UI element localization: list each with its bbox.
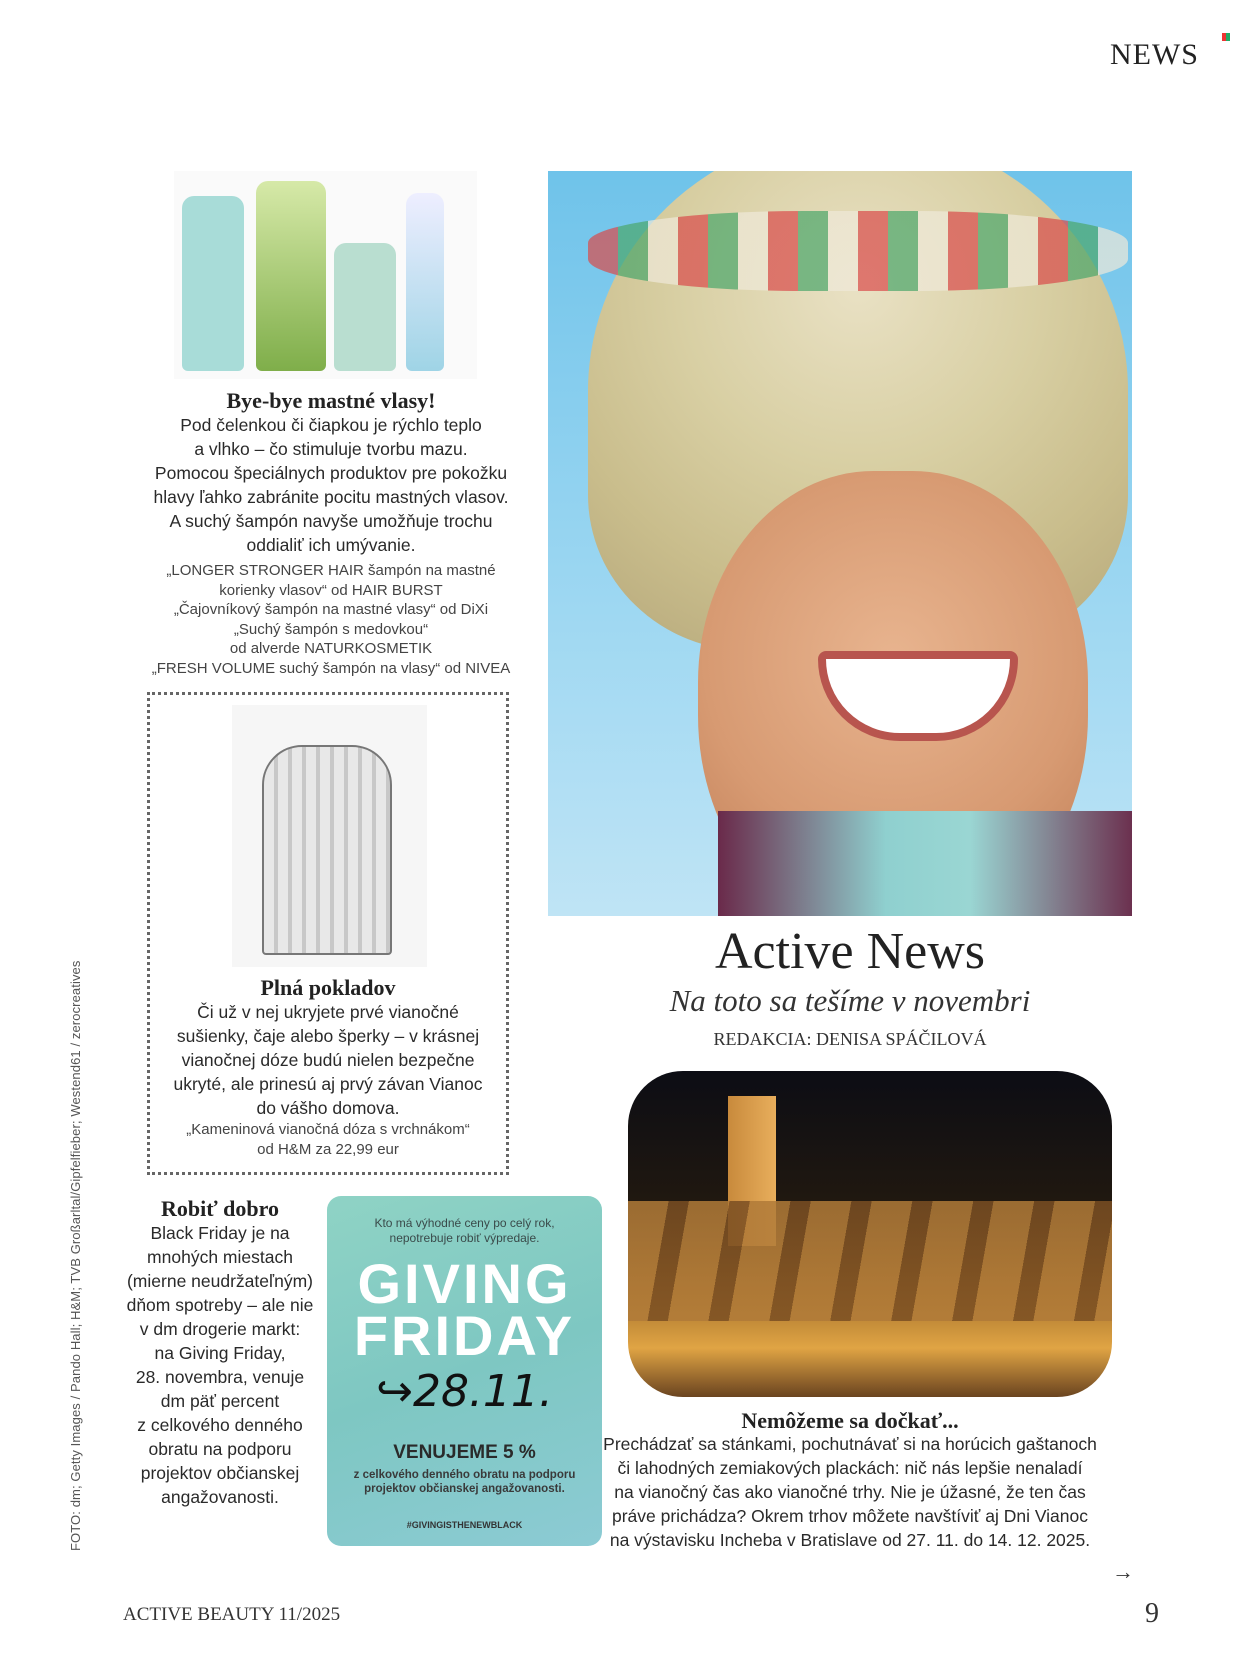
woman-winter-hat-photo [548, 171, 1132, 916]
product-line: „Kameninová vianočná dóza s vrchnákom“ [186, 1121, 470, 1138]
text-line: (mierne neudržateľným) [126, 1271, 313, 1291]
ad-headline: VENUJEME 5 % [393, 1442, 536, 1463]
ad-title-line: FRIDAY [353, 1304, 576, 1367]
product-line: „Čajovníkový šampón na mastné vlasy“ od DiXi [173, 601, 489, 618]
product-line: korienky vlasov“ od HAIR BURST [219, 581, 443, 599]
text-line: Pomocou špeciálnych produktov pre pokožku [154, 463, 508, 483]
text-line: do vášho domova. [256, 1098, 400, 1118]
masthead-subtitle: Na toto sa tešíme v novembri [669, 983, 1031, 1018]
good-body [110, 1221, 330, 1509]
text-line: na výstavisku Incheba v Bratislave od 27. 11. do 14. 12. 2025. [609, 1530, 1091, 1550]
byline: REDAKCIA: DENISA SPÁČILOVÁ [713, 1029, 987, 1049]
text-line: na vianočný čas ako vianočné trhy. Nie je úžasné, že ten čas [614, 1482, 1086, 1502]
good-heading: Robiť dobro [160, 1196, 280, 1221]
giving-friday-ad [327, 1196, 602, 1546]
photo-credit: FOTO: dm; Getty Images / Pando Hall; H&M; TVB Großarltal/Gipfelfieber; Westend61 / zerocreatives [68, 960, 83, 1551]
product-line: „LONGER STRONGER HAIR šampón na mastné [166, 562, 496, 579]
text-line: A suchý šampón navyše umožňuje trochu [169, 511, 493, 531]
product-line: od alverde NATURKOSMETIK [229, 640, 433, 657]
ad-subtext: z celkového denného obratu na podporu [353, 1469, 576, 1481]
text-line: dňom spotreby – ale nie [126, 1295, 314, 1315]
market-heading: Nemôžeme sa dočkať... [741, 1408, 959, 1433]
text-line: 28. novembra, venuje [135, 1367, 305, 1387]
text-line: vianočnej dóze budú nielen bezpečne [181, 1050, 475, 1070]
text-line: sušienky, čaje alebo šperky – v krásnej [176, 1026, 480, 1046]
text-line: projektov občianskej [140, 1463, 300, 1483]
text-line: Prechádzať sa stánkami, pochutnávať si na horúcich gaštanoch [603, 1434, 1097, 1454]
masthead-title: Active News [714, 923, 986, 980]
treasure-heading: Plná pokladov [260, 975, 396, 1000]
text-line: Či už v nej ukryjete prvé vianočné [197, 1002, 459, 1022]
text-line: Pod čelenkou či čiapkou je rýchlo teplo [180, 415, 482, 435]
footer-magazine: ACTIVE BEAUTY 11/2025 [123, 1604, 341, 1625]
continue-arrow-icon: → [1112, 1559, 1134, 1584]
ad-title-line: GIVING [357, 1252, 572, 1315]
hair-heading: Bye-bye mastné vlasy! [226, 388, 436, 413]
text-line: hlavy ľahko zabránite pocitu mastných vlasov. [153, 487, 509, 507]
product-line: „FRESH VOLUME suchý šampón na vlasy“ od NIVEA [151, 659, 511, 677]
text-line: obratu na podporu [148, 1439, 292, 1459]
text-line: mnohých miestach [147, 1247, 293, 1267]
product-line: od H&M za 22,99 eur [257, 1140, 399, 1158]
ad-subtext: projektov občianskej angažovanosti. [364, 1483, 565, 1495]
hair-products-list [130, 561, 532, 678]
text-line: ukryté, ale prinesú aj prvý závan Vianoc [173, 1074, 483, 1094]
hair-body [130, 413, 532, 557]
text-line: v dm drogerie markt: [139, 1319, 301, 1339]
text-line: práve prichádza? Okrem trhov môžete navštíviť aj Dni Vianoc [611, 1506, 1089, 1526]
text-line: oddialiť ich umývanie. [246, 535, 416, 555]
market-body [590, 1432, 1110, 1552]
ad-tagline: nepotrebuje robiť výpredaje. [389, 1231, 540, 1245]
text-line: či lahodných zemiakových plackách: nič nás lepšie nenaladí [617, 1458, 1083, 1478]
text-line: a vlhko – čo stimuluje tvorbu mazu. [194, 439, 468, 459]
text-line: z celkového denného [137, 1415, 303, 1435]
product-line: „Suchý šampón s medovkou“ [233, 620, 429, 638]
christmas-jar-image [232, 705, 427, 967]
page-number: 9 [1145, 1598, 1159, 1629]
hair-products-image [174, 171, 477, 379]
text-line: angažovanosti. [161, 1487, 279, 1507]
ad-tagline: Kto má výhodné ceny po celý rok, [374, 1216, 555, 1230]
text-line: dm päť percent [160, 1391, 280, 1411]
publisher-logo-icon [1222, 33, 1230, 41]
treasure-body [147, 1000, 509, 1120]
treasure-product [147, 1120, 509, 1159]
section-label: NEWS [1110, 38, 1199, 71]
ad-hashtag: #GIVINGISTHENEWBLACK [406, 1520, 523, 1530]
text-line: na Giving Friday, [154, 1343, 286, 1363]
text-line: Black Friday je na [150, 1223, 290, 1243]
ad-date: ↪28.11. [376, 1366, 553, 1417]
christmas-market-photo [628, 1071, 1112, 1397]
